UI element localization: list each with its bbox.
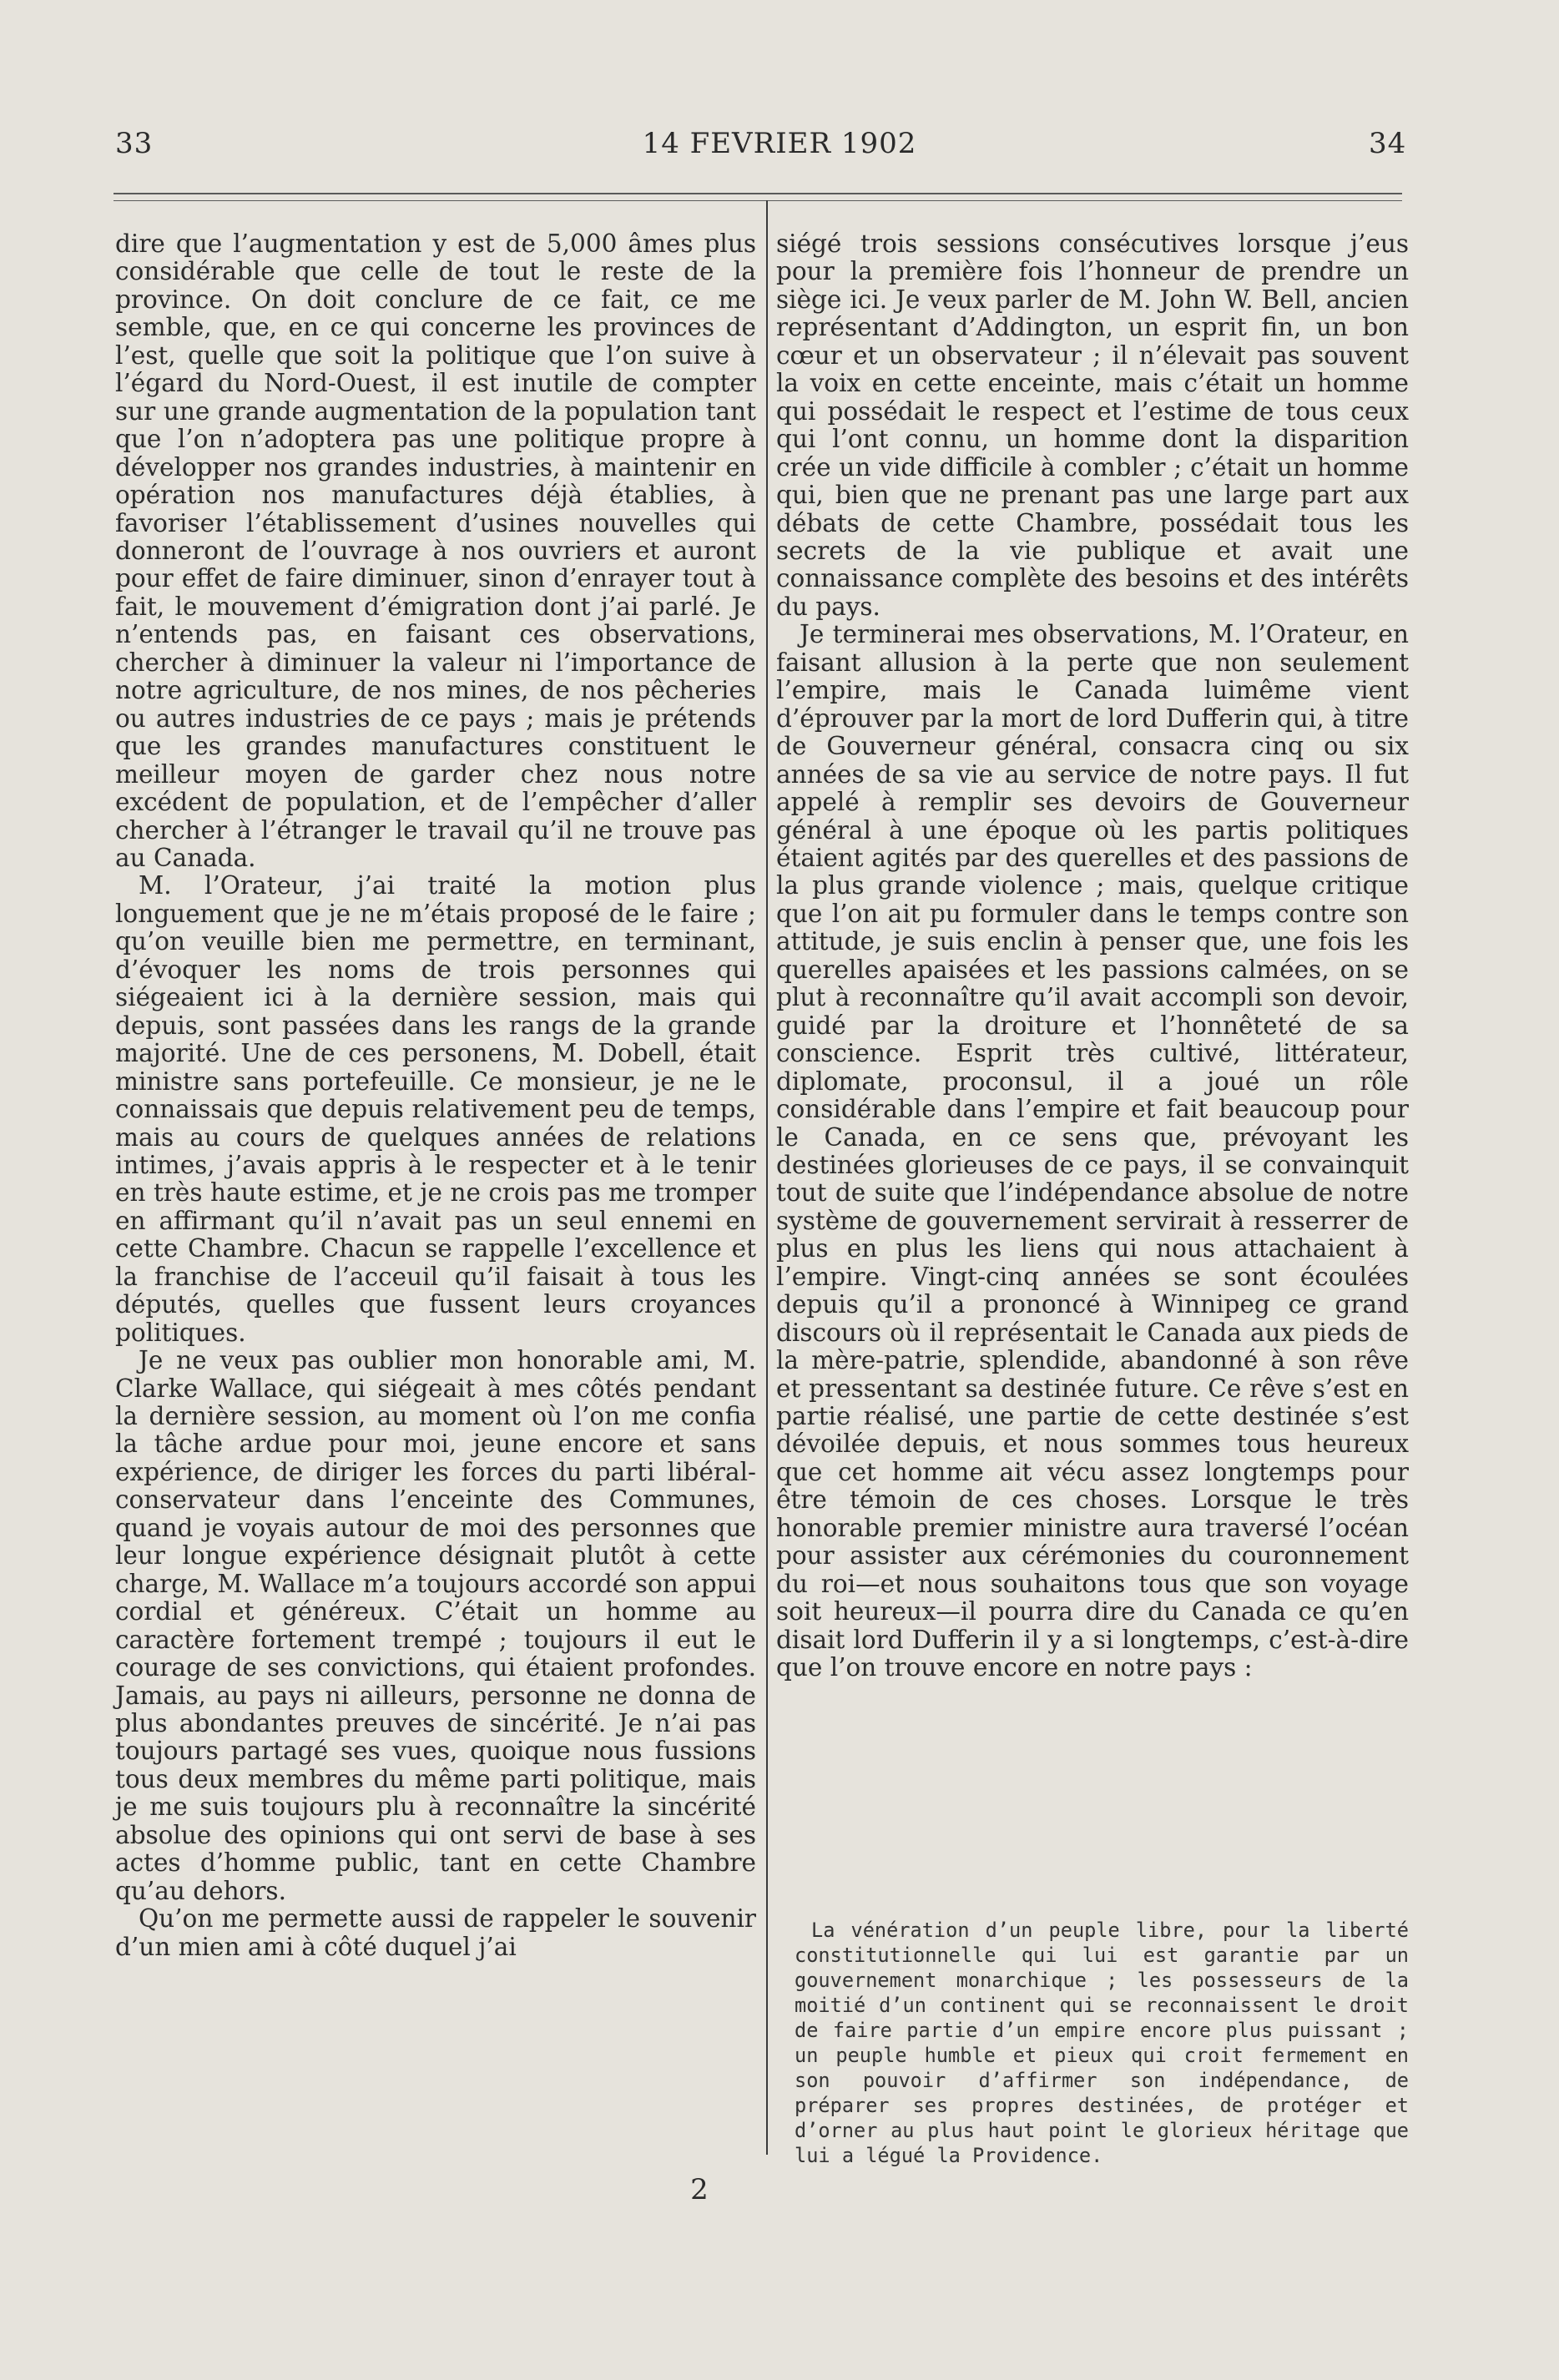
header-rule (114, 193, 1402, 194)
footer-page-number: 2 (690, 2173, 709, 2206)
running-header-date: 14 FEVRIER 1902 (642, 127, 917, 160)
header-rule-thin (114, 200, 1402, 201)
right-paragraph: siégé trois sessions consécutives lorsque j’eus pour la première fois l’honneur de prendre un siège ici. Je veux parler de M. John W. Bell, ancien représentant d’Addington, un esprit fin, un bon cœur et un observateur ; il n’élevait pas souvent la voix en cette enceinte, mais c’était un homme qui possédait le respect et l’estime de tous ceux qui l’ont connu, un homme dont la disparition crée un vide difficile à combler ; c’était un homme qui, bien que ne prenant pas une large part aux débats de cette Chambre, possédait tous les secrets de la vie publique et avait une connaissance complète des besoins et des intérêts du pays. (776, 229, 1409, 621)
column-divider (766, 200, 768, 2155)
left-column (115, 230, 756, 1961)
block-quote (795, 1918, 1409, 2168)
right-column (776, 230, 1409, 1682)
left-paragraph: Qu’on me permette aussi de rappeler le souvenir d’un mien ami à côté duquel j’ai (115, 1904, 756, 1961)
right-paragraph: Je terminerai mes observations, M. l’Orateur, en faisant allusion à la perte que non seulement l’empire, mais le Canada luimême vient d’éprouver par la mort de lord Dufferin qui, à titre de Gouverneur général, consacra cinq ou six années de sa vie au service de notre pays. Il fut appelé à remplir ses devoirs de Gouverneur général à une époque où les partis politiques étaient agités par des querelles et des passions de la plus grande violence ; mais, quelque critique que l’on ait pu formuler dans le temps contre son attitude, je suis enclin à penser que, une fois les querelles apaisées et les passions calmées, on se plut à reconnaître qu’il avait accompli son devoir, guidé par la droiture et l’honnêteté de sa conscience. Esprit très cultivé, littérateur, diplomate, proconsul, il a joué un rôle considérable dans l’empire et fait beaucoup pour le Canada, en ce sens que, prévoyant les destinées glorieuses de ce pays, il se convainquit tout de suite que l’indépendance absolue de notre système de gouvernement servirait à resserrer de plus en plus les liens qui nous attachaient à l’empire. Vingt-cinq années se sont écoulées depuis qu’il a prononcé à Winnipeg ce grand discours où il représentait le Canada aux pieds de la mère-patrie, splendide, abandonné à son rêve et pressentant sa destinée future. Ce rêve s’est en partie réalisé, une partie de cette destinée s’est dévoilée depuis, et nous sommes tous heureux que cet homme ait vécu assez longtemps pour être témoin de ces choses. Lorsque le très honorable premier ministre aura traversé l’océan pour assister aux cérémonies du couronnement du roi—et nous souhaitons tous que son voyage soit heureux—il pourra dire du Canada ce qu’en disait lord Dufferin il y a si longtemps, c’est-à-dire que l’on trouve encore en notre pays : (776, 620, 1409, 1682)
quote-text: La vénération d’un peuple libre, pour la liberté constitutionnelle qui lui est garantie par un gouvernement monarchique ; les possesseurs de la moitié d’un continent qui se reconnaissent le droit de faire partie d’un empire encore plus puissant ; un peuple humble et pieux qui croit fermement en son pouvoir d’affirmer son indépendance, de préparer ses propres destinées, de protéger et d’orner au plus haut point le glorieux héritage que lui a légué la Providence. (795, 1919, 1409, 2167)
left-paragraph: dire que l’augmentation y est de 5,000 âmes plus considérable que celle de tout le reste de la province. On doit conclure de ce fait, ce me semble, que, en ce qui concerne les provinces de l’est, quelle que soit la politique que l’on suive à l’égard du Nord-Ouest, il est inutile de compter sur une grande augmentation de la population tant que l’on n’adoptera pas une politique propre à développer nos grandes industries, à maintenir en opération nos manufactures déjà établies, à favoriser l’établissement d’usines nouvelles qui donneront de l’ouvrage à nos ouvriers et auront pour effet de faire diminuer, sinon d’enrayer tout à fait, le mouvement d’émigration dont j’ai parlé. Je n’entends pas, en faisant ces observations, chercher à diminuer la valeur ni l’importance de notre agriculture, de nos mines, de nos pêcheries ou autres industries de ce pays ; mais je prétends que les grandes manufactures constituent le meilleur moyen de garder chez nous notre excédent de population, et de l’empêcher d’aller chercher à l’étranger le travail qu’il ne trouve pas au Canada. (115, 229, 756, 872)
left-paragraph: Je ne veux pas oublier mon honorable ami, M. Clarke Wallace, qui siégeait à mes côtés pendant la dernière session, au moment où l’on me confia la tâche ardue pour moi, jeune encore et sans expérience, de diriger les forces du parti libéral-conservateur dans l’enceinte des Communes, quand je voyais autour de moi des personnes que leur longue expérience désignait plutôt à cette charge, M. Wallace m’a toujours accordé son appui cordial et généreux. C’était un homme au caractère fortement trempé ; toujours il eut le courage de ses convictions, qui étaient profondes. Jamais, au pays ni ailleurs, personne ne donna de plus abondantes preuves de sincérité. Je n’ai pas toujours partagé ses vues, quoique nous fussions tous deux membres du même parti politique, mais je me suis toujours plu à reconnaître la sincérité absolue des opinions qui ont servi de base à ses actes d’homme public, tant en cette Chambre qu’au dehors. (115, 1346, 756, 1905)
page-number-left: 33 (115, 127, 154, 160)
left-paragraph: M. l’Orateur, j’ai traité la motion plus longuement que je ne m’étais proposé de le faire ; qu’on veuille bien me permettre, en terminant, d’évoquer les noms de trois personnes qui siégeaient ici à la dernière session, mais qui depuis, sont passées dans les rangs de la grande majorité. Une de ces personens, M. Dobell, était ministre sans portefeuille. Ce monsieur, je ne le connaissais que depuis relativement peu de temps, mais au cours de quelques années de relations intimes, j’avais appris à le respecter et à le tenir en très haute estime, et je ne crois pas me tromper en affirmant qu’il n’avait pas un seul ennemi en cette Chambre. Chacun se rappelle l’excellence et la franchise de l’acceuil qu’il faisait à tous les députés, quelles que fussent leurs croyances politiques. (115, 871, 756, 1347)
page-number-right: 34 (1369, 127, 1407, 160)
